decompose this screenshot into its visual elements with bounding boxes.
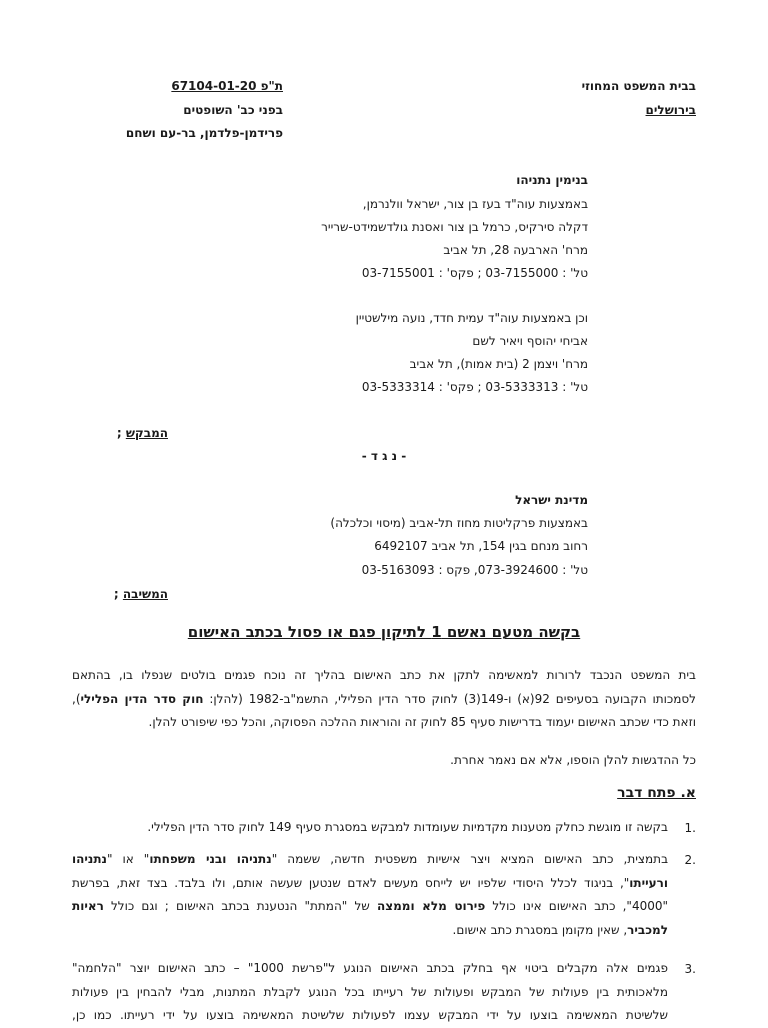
judges-names: פרידמן-פלדמן, בר-עם ושחם	[125, 126, 283, 140]
applicant-counsel2-line: וכן באמצעות עוה"ד עמית חדד, נועה מילשטיין	[355, 311, 588, 325]
applicant-phone: טל' : 03-7155000 ; פקס' : 03-7155001	[361, 266, 588, 280]
applicant-counsel2-address: מרח' ויצמן 2 (בית אמות), תל אביב	[409, 357, 588, 371]
respondent-phone: טל' : 073-3924600, פקס : 03-5163093	[361, 563, 588, 577]
respondent-counsel: באמצעות פרקליטות מחוז תל-אביב (מיסוי וכלכלה)	[330, 516, 588, 530]
intro-line: בית המשפט הנכבד לרורות למאשימה לתקן את כתב האישום בהליך זה נוכח פגמים בולטים שנפלו בו, בהתאם	[72, 668, 696, 682]
respondent-role: המשיבה ;	[113, 587, 168, 601]
section-a-heading: א. פתח דבר	[617, 785, 696, 801]
document-title: בקשה מטעם נאשם 1 לתיקון פגם או פסול בכתב האישום	[187, 623, 581, 641]
paragraph-3-line: פגמים אלה מקבלים ביטוי אף בחלק בכתב האישום הנוגע ל"פרשת 1000" – כתב האישום יוצר "הלחמה"	[72, 961, 668, 975]
paragraph-3	[72, 957, 668, 1028]
paragraph-3-line: מלאכותית בין פעולות של המבקש ופעולות של רעייתו בכל הנוגע לקבלת המתנות, מבלי להבחין בין פעולות	[72, 984, 668, 999]
paragraph-2-line: ורעייתו", בניגוד לכלל היסודי שלפיו יש לייחס מעשים לאדם שנטען שעשה אותם, ולו בלבד. בצד זאת, בפרשת	[72, 875, 668, 890]
applicant-address: מרח' הארבעה 28, תל אביב	[443, 243, 588, 257]
intro-line: וזאת כדי שכתב האישום יעמוד בדרישות סעיף 85 לחוק זה והוראות ההלכה הפסוקה, והכל כפי שיפורט להלן.	[148, 715, 696, 729]
intro-paragraph	[72, 664, 696, 735]
paragraph-number: .3	[684, 962, 696, 976]
respondent-address: רחוב מנחם בגין 154, תל אביב 6492107	[374, 539, 588, 553]
paragraph-2-line: בתמצית, כתב האישום המציא ויצר אישיות משפטית חדשה, ששמה "נתניהו ובני משפחתו" או "נתניהו	[72, 852, 669, 866]
case-number: ת"פ 67104-01-20	[171, 79, 283, 93]
paragraph-1-text: בקשה זו מוגשת כחלק מטענות מקדמיות שעומדות למבקש במסגרת סעיף 149 לחוק סדר הדין הפלילי.	[147, 820, 668, 834]
applicant-role: המבקש ;	[116, 426, 168, 440]
paragraph-2	[72, 848, 668, 942]
versus: - נ ג ד -	[361, 449, 407, 463]
applicant-counsel2-phone: טל' : 03-5333313 ; פקס' : 03-5333314	[361, 380, 588, 394]
court-name: בבית המשפט המחוזי	[581, 79, 696, 93]
paragraph-number: .1	[684, 821, 696, 835]
applicant-name: בנימין נתניהו	[516, 173, 588, 187]
paragraph-number: .2	[684, 853, 696, 867]
respondent-name: מדינת ישראל	[515, 493, 588, 507]
judges-before: בפני כב' השופטים	[183, 103, 283, 117]
applicant-counsel2-line: אביחי יהוסף ויאיר לשם	[472, 334, 588, 348]
paragraph-1	[72, 816, 668, 840]
paragraph-2-line: למכביר, שאין מקומן במסגרת כתב אישום.	[452, 922, 668, 937]
applicant-counsel-line: באמצעות עוה"ד בעז בן צור, ישראל וולנרמן,	[362, 197, 588, 211]
paragraph-3-line: שלשיטת המאשימה בוצעו על ידי המבקש עצמו לפעולות שלשיטת המאשימה בוצעו על ידי רעייתו. כמו כן,	[72, 1008, 668, 1022]
emphasis-note: כל ההדגשות להלן הוספו, אלא אם נאמר אחרת.	[450, 753, 696, 767]
intro-line: לסמכותו הקבועה בסעיפים 92(א) ו-149(3) לחוק סדר הדין הפלילי, התשמ"ב-1982 (להלן: חוק סדר הדין הפלילי),	[72, 691, 696, 706]
paragraph-2-line: "4000", כתב האישום אינו כולל פירוט מלא וממצה של "המתת" הנטענת בכתב האישום ; וגם כולל ראיות	[72, 899, 669, 913]
applicant-counsel-line: דקלה סירקיס, כרמל בן צור ואסנת גולדשמידט-שרייר	[321, 220, 588, 234]
court-city: בירושלים	[645, 103, 696, 117]
